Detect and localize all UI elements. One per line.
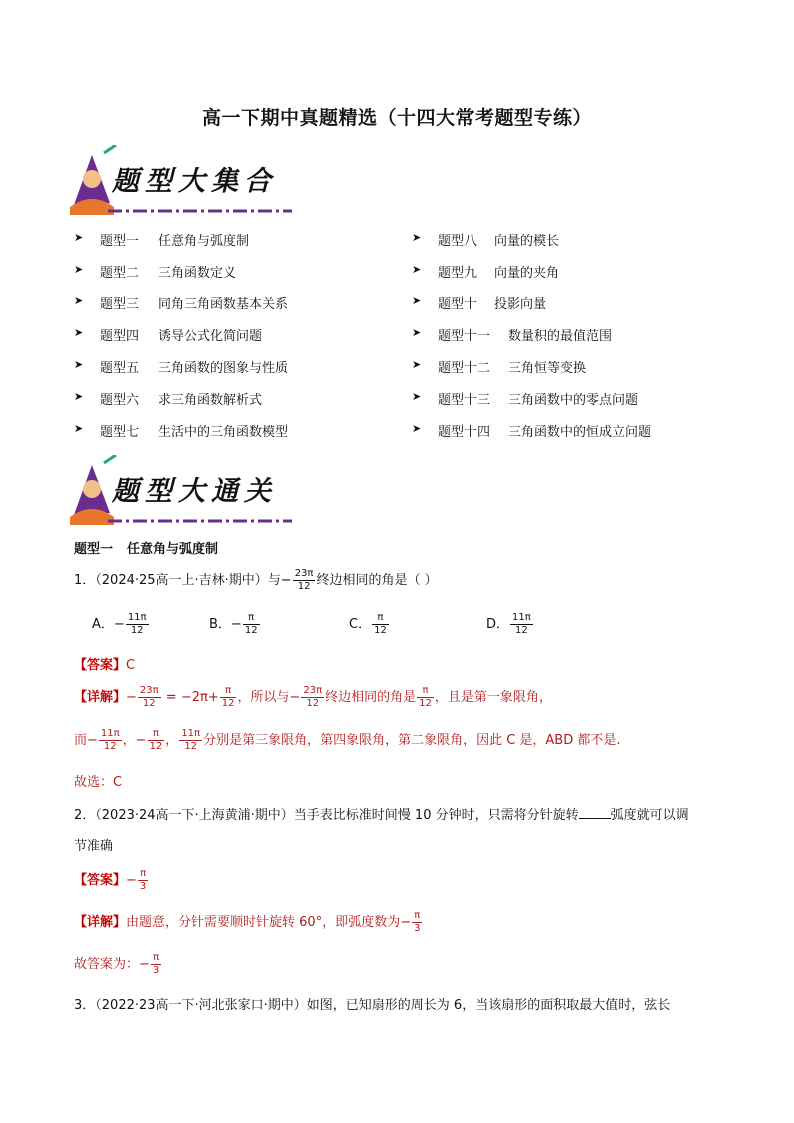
arrow-icon: ➤ bbox=[74, 422, 84, 435]
arrow-icon: ➤ bbox=[74, 263, 84, 276]
arrow-icon: ➤ bbox=[412, 263, 422, 276]
arrow-icon: ➤ bbox=[74, 358, 84, 371]
arrow-icon: ➤ bbox=[412, 422, 422, 435]
banner-question-types bbox=[64, 145, 294, 217]
option-c[interactable]: C． $\frac{\pi}{12}$ bbox=[349, 612, 387, 636]
detail-2: 【详解】由题意，分针需要顺时针旋转 60°，即弧度数为− $\frac{\pi}{3}$ bbox=[74, 910, 421, 934]
arrow-icon: ➤ bbox=[412, 358, 422, 371]
page-title: 高一下期中真题精选（十四大常考题型专练） bbox=[201, 107, 592, 129]
option-a[interactable]: A．− $\frac{11\pi}{12}$ bbox=[92, 612, 147, 636]
final-1: 故选：C bbox=[74, 775, 123, 790]
banner-practice bbox=[64, 455, 294, 527]
arrow-icon: ➤ bbox=[412, 294, 422, 307]
detail-1-line-1: 【详解】− $\frac{23\pi}{12}$ = −2π+ $\frac{\pi}{12}$ ，所以与− $\frac{23\pi}{12}$ 终边相同的角是 $\frac{\pi}{12}$ ，且是第一象限角， bbox=[74, 685, 552, 709]
banner-title: 题型大集合 bbox=[112, 166, 277, 197]
option-b[interactable]: B．− $\frac{\pi}{12}$ bbox=[209, 612, 258, 636]
arrow-icon: ➤ bbox=[74, 390, 84, 403]
answer-1: 【答案】C bbox=[74, 658, 136, 673]
fraction: $\frac{23\pi}{12}$ bbox=[294, 568, 314, 592]
section-heading: 题型一 任意角与弧度制 bbox=[74, 542, 219, 557]
option-d[interactable]: D． $\frac{11\pi}{12}$ bbox=[486, 612, 531, 636]
question-1: 1．（2024·25高一上·吉林·期中）与− $\frac{23\pi}{12}$ 终边相同的角是（ ） bbox=[74, 568, 438, 592]
arrow-icon: ➤ bbox=[412, 231, 422, 244]
arrow-icon: ➤ bbox=[74, 326, 84, 339]
answer-blank[interactable] bbox=[579, 806, 611, 819]
banner-title: 题型大通关 bbox=[112, 476, 277, 507]
arrow-icon: ➤ bbox=[74, 294, 84, 307]
detail-1-line-2: 而− $\frac{11\pi}{12}$ ，− $\frac{\pi}{12}$ ， $\frac{11\pi}{12}$ 分别是第三象限角，第四象限角，第二象限角，因此 C 是，ABD 都不是. bbox=[74, 728, 621, 752]
arrow-icon: ➤ bbox=[412, 390, 422, 403]
question-3: 3．（2022·23高一下·河北张家口·期中）如图，已知扇形的周长为 6，当该扇形的面积取最大值时，弦长 bbox=[74, 998, 671, 1013]
answer-2: 【答案】− $\frac{\pi}{3}$ bbox=[74, 868, 147, 892]
question-2-line-2: 节准确 bbox=[74, 839, 114, 854]
arrow-icon: ➤ bbox=[412, 326, 422, 339]
final-2: 故答案为：− $\frac{\pi}{3}$ bbox=[74, 952, 160, 976]
question-2-line-1: 2．（2023·24高一下·上海黄浦·期中）当手表比标准时间慢 10 分钟时，只需将分针旋转 弧度就可以调 bbox=[74, 808, 689, 823]
arrow-icon: ➤ bbox=[74, 231, 84, 244]
